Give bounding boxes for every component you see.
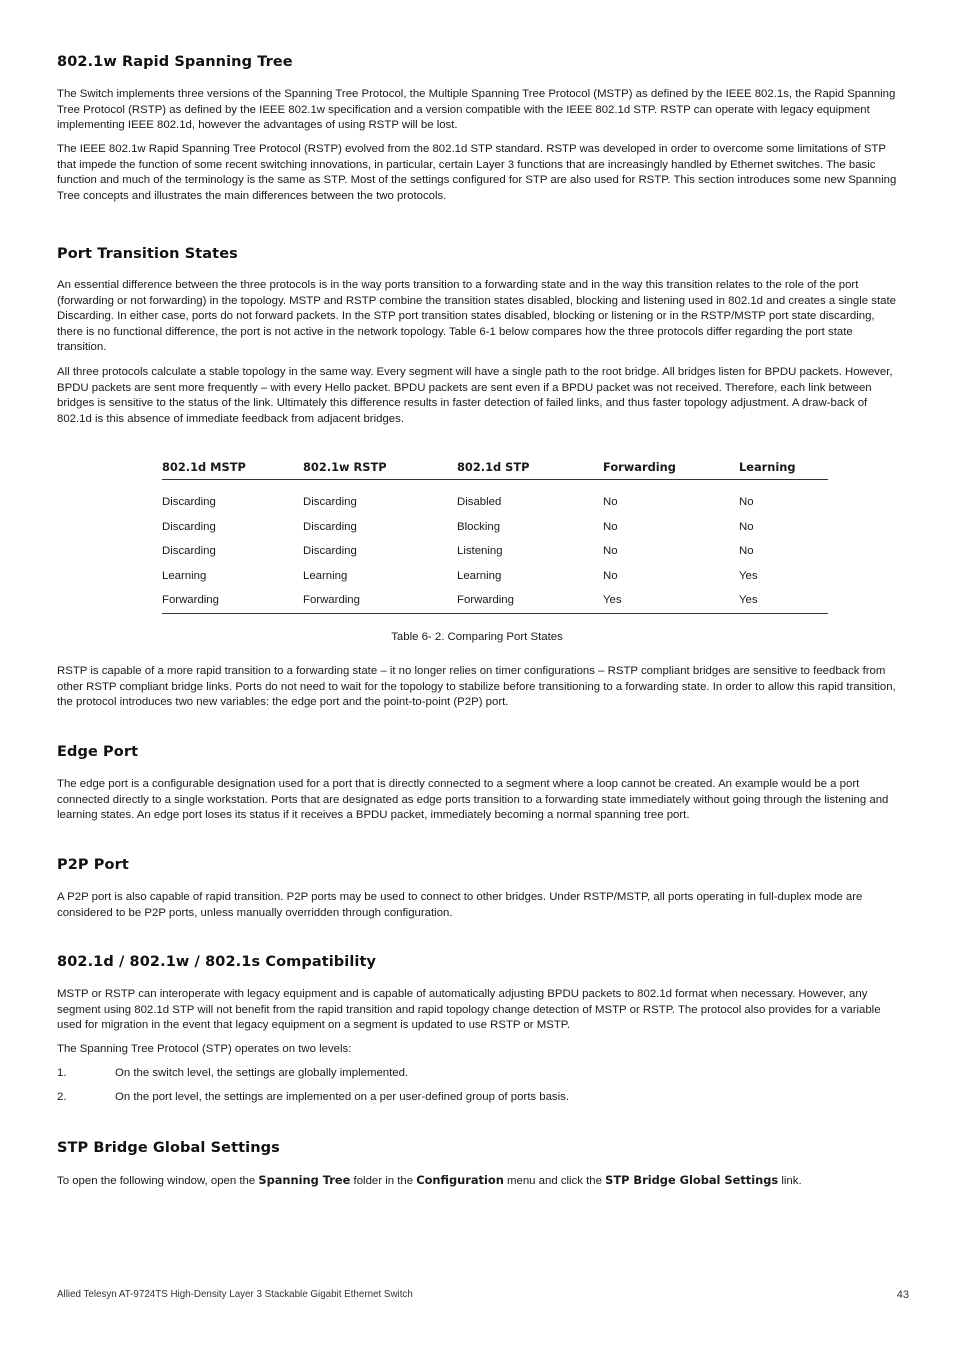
paragraph: The Spanning Tree Protocol (STP) operates on two levels: — [57, 1043, 352, 1055]
heading-compatibility: 802.1d / 802.1w / 802.1s Compatibility — [57, 954, 377, 970]
table-row — [162, 588, 828, 613]
heading-edge-port: Edge Port — [57, 744, 139, 760]
footer-text: Allied Telesyn AT-9724TS High-Density Layer 3 Stackable Gigabit Ethernet Switch — [57, 1289, 413, 1300]
heading-rapid-spanning-tree: 802.1w Rapid Spanning Tree — [57, 54, 293, 70]
table-cell: Discarding — [162, 545, 216, 558]
table-row — [162, 515, 828, 540]
column-header: 802.1d MSTP — [162, 454, 303, 480]
table-cell: No — [739, 545, 754, 558]
list-text: On the switch level, the settings are globally implemented. — [115, 1067, 409, 1079]
table-cell: Disabled — [457, 496, 502, 509]
table-cell: Listening — [457, 545, 503, 558]
column-header: Forwarding — [603, 454, 739, 480]
table-cell: Discarding — [303, 520, 357, 533]
table-cell: Yes — [739, 569, 758, 582]
port-states-table — [162, 454, 828, 614]
paragraph: MSTP or RSTP can interoperate with legacy equipment and is capable of automatically adjusting BPDU packets to 802.1d format when necessary. However, any segment using 802.1d STP will not benefit from the rapid transition and rapid topology change detection of MSTP or RSTP. The protocol also provides for a variable used for migration in the event that legacy equipment on a segment is updated to use RSTP or MSTP. — [57, 988, 881, 1032]
heading-stp-bridge-global-settings: STP Bridge Global Settings — [57, 1140, 280, 1156]
table-cell: No — [603, 545, 618, 558]
table-cell: Forwarding — [303, 588, 457, 613]
column-header: Learning — [739, 454, 828, 480]
table-cell: Discarding — [162, 520, 216, 533]
paragraph: An essential difference between the three protocols is in the way ports transition to a forwarding state and in the way this transition relates to the role of the port (forwarding or not forwarding) in the topology. MSTP and RSTP combine the transition states disabled, blocking and listening used in 802.1d and creates a single state Discarding. In either case, ports do not forward packets. In the STP port transition states disabled, blocking or listening or in the RSTP/MSTP port state discarding, there is no functional difference, the port is not active in the network topology. Table 6-1 below compares how the three protocols differ regarding the port state transition. — [57, 279, 896, 354]
keyword-configuration: Configuration — [416, 1173, 504, 1187]
table-caption: Table 6- 2. Comparing Port States — [391, 631, 563, 643]
heading-p2p-port: P2P Port — [57, 857, 129, 873]
column-header: 802.1w RSTP — [303, 454, 457, 480]
table-cell: Learning — [162, 569, 207, 582]
table-cell: No — [603, 520, 618, 533]
keyword-stp-bridge-global-settings: STP Bridge Global Settings — [605, 1173, 779, 1187]
paragraph: A P2P port is also capable of rapid transition. P2P ports may be used to connect to other bridges. Under RSTP/MSTP, all ports operating in full-duplex mode are considered to be P2P ports, unless manually overridden through configuration. — [57, 891, 863, 919]
table-cell: No — [739, 496, 754, 509]
text-run: link. — [778, 1175, 802, 1187]
table-row — [162, 480, 828, 515]
paragraph: The IEEE 802.1w Rapid Spanning Tree Protocol (RSTP) evolved from the 802.1d STP standard. RSTP was developed in order to overcome some limitations of STP that impede the function of some recent switching innovations, in particular, certain Layer 3 functions that are increasingly handled by Ethernet switches. The basic function and much of the terminology is the same as STP. Most of the settings configured for STP are also used for RSTP. This section introduces some new Spanning Tree concepts and illustrates the main differences between the two protocols. — [57, 143, 897, 202]
paragraph: RSTP is capable of a more rapid transition to a forwarding state – it no longer relies on timer configurations – RSTP compliant bridges are sensitive to feedback from other RSTP compliant bridge links. Ports do not need to wait for the topology to stabilize before transitioning to a forwarding state. In order to allow this rapid transition, the protocol introduces two new variables: the edge port and the point-to-point (P2P) port. — [57, 665, 896, 709]
paragraph: All three protocols calculate a stable topology in the same way. Every segment will have a single path to the root bridge. All bridges listen for BPDU packets. However, BPDU packets are sent more frequently – with every Hello packet. BPDU packets are sent even if a BPDU packet was not received. Therefore, each link between bridges is sensitive to the status of the link. Ultimately this difference results in faster detection of failed links, and thus faster topology adjustment. A draw-back of 802.1d is this absence of immediate feedback from adjacent bridges. — [57, 366, 893, 425]
page-footer — [57, 1289, 909, 1300]
column-header: 802.1d STP — [457, 454, 603, 480]
paragraph: The Switch implements three versions of the Spanning Tree Protocol, the Multiple Spanning Tree Protocol (MSTP) as defined by the IEEE 802.1s, the Rapid Spanning Tree Protocol (RSTP) as defined by the IEEE 802.1w specification and a version compatible with the IEEE 802.1d STP. RSTP can operate with legacy equipment implementing IEEE 802.1d, however the advantages of using RSTP will be lost. — [57, 88, 896, 132]
table-cell: Yes — [739, 588, 828, 613]
table-cell: Learning — [457, 569, 502, 582]
list-text: On the port level, the settings are implemented on a per user-defined group of ports basis. — [115, 1091, 569, 1103]
list-number: 2. — [57, 1091, 67, 1103]
table-cell: Discarding — [303, 545, 357, 558]
table-cell: Forwarding — [162, 588, 303, 613]
table-cell: No — [603, 496, 618, 509]
table-row — [162, 539, 828, 564]
table-header-row — [162, 454, 828, 480]
page-number: 43 — [896, 1289, 909, 1301]
text-run: menu and click the — [503, 1175, 606, 1187]
table-cell: Forwarding — [457, 588, 603, 613]
text-run: To open the following window, open the — [57, 1175, 259, 1187]
heading-port-transition-states: Port Transition States — [57, 246, 238, 262]
table-cell: Discarding — [303, 496, 357, 509]
table-cell: Blocking — [457, 520, 501, 533]
table-cell: Discarding — [162, 496, 216, 509]
keyword-spanning-tree: Spanning Tree — [258, 1173, 351, 1187]
table-cell: No — [603, 569, 618, 582]
paragraph: The edge port is a configurable designation used for a port that is directly connected to a segment where a loop cannot be created. An example would be a port connected directly to a single workstation. Ports that are designated as edge ports transition to a forwarding state immediately without going through the listening and learning states. An edge port loses its status if it receives a BPDU packet, immediately becoming a normal spanning tree port. — [57, 778, 889, 822]
table-cell: Yes — [603, 588, 739, 613]
paragraph-instructions — [57, 1173, 897, 1190]
table-row — [162, 564, 828, 589]
list-number: 1. — [57, 1067, 67, 1079]
table-cell: Learning — [303, 569, 348, 582]
table-cell: No — [739, 520, 754, 533]
text-run: folder in the — [350, 1175, 417, 1187]
